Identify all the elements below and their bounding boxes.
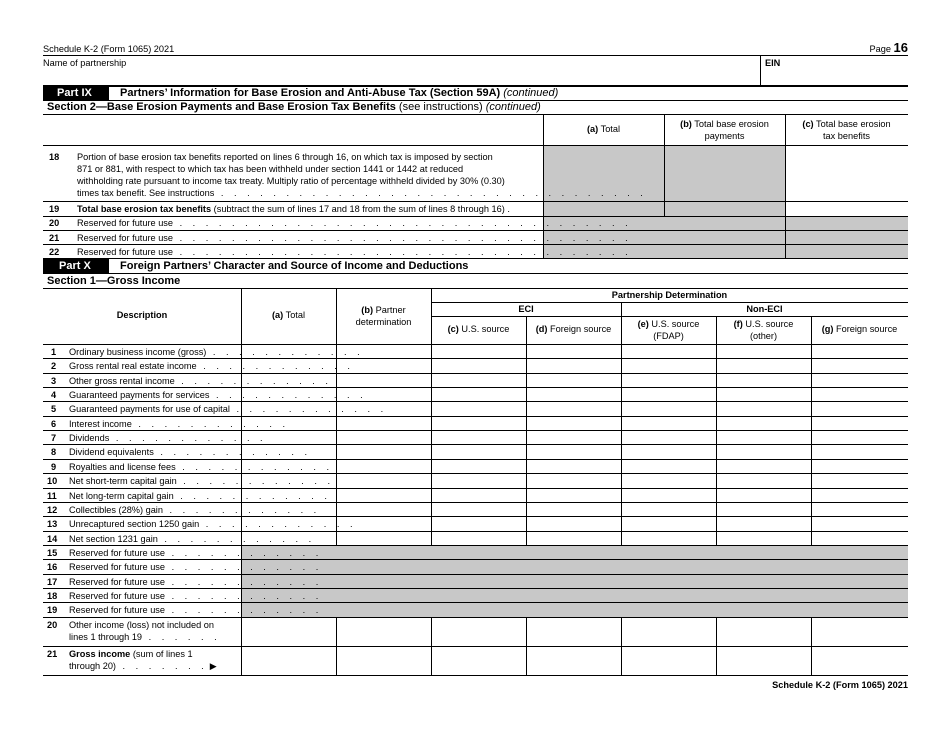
ein-label: EIN — [765, 58, 781, 68]
row-21-bold: Gross income — [69, 649, 131, 659]
row-label: Gross rental real estate income . . . . . . . . . . . . — [69, 361, 354, 372]
row-num: 13 — [47, 519, 58, 530]
col-f-other-header — [716, 318, 811, 342]
row-12-col-b-input[interactable] — [339, 504, 429, 515]
px-col-e-letter: (e) — [637, 319, 649, 329]
line-19-text: Total base erosion tax benefits (subtract the sum of lines 17 and 18 from the sum of lines 8 through 16) . — [77, 204, 510, 214]
row-2-col-g-input[interactable] — [814, 360, 906, 371]
row-label: Interest income . . . . . . . . . . . . — [69, 418, 290, 429]
col-a-letter: (a) — [586, 124, 599, 134]
part-ix-title-text: Partners’ Information for Base Erosion and Anti-Abuse Tax (Section 59A) — [120, 87, 501, 99]
partnership-determination-header: Partnership Determination — [611, 290, 728, 300]
part-ix-section-title — [47, 100, 541, 114]
px-col-e-line2: (FDAP) — [653, 331, 684, 341]
footer-form-id: Schedule K-2 (Form 1065) 2021 — [772, 680, 908, 690]
line-21-text: Reserved for future use . . . . . . . . . . . . . . . . . . . . . . . . . . . . . . . . . . . — [77, 233, 632, 243]
row-num: 19 — [47, 605, 58, 616]
line-21-num: 21 — [49, 233, 60, 243]
page-number: 16 — [893, 40, 908, 55]
row-12-col-e-input[interactable] — [624, 504, 714, 515]
row-14-col-c-input[interactable] — [434, 533, 524, 544]
row-7-col-d-input[interactable] — [529, 432, 619, 443]
section-1-title: Section 1—Gross Income — [47, 275, 181, 287]
px-col-c-text: U.S. source — [461, 324, 510, 334]
row-num: 14 — [47, 533, 58, 544]
row-num: 7 — [51, 433, 57, 444]
px-col-f-letter: (f) — [733, 319, 743, 329]
row-3-col-g-input[interactable] — [814, 375, 906, 386]
row-20-col-e-input[interactable] — [624, 620, 714, 644]
row-9-col-c-input[interactable] — [434, 461, 524, 472]
row-num: 9 — [51, 461, 57, 472]
line-18-text-4-label: times tax benefit. See instructions — [77, 188, 215, 198]
row-13-col-c-input[interactable] — [434, 518, 524, 529]
row-label: Other gross rental income . . . . . . . . . . . . — [69, 375, 332, 386]
row-num: 2 — [51, 361, 57, 372]
row-21-num: 21 — [47, 649, 58, 659]
row-21-col-b-input[interactable] — [339, 649, 429, 673]
row-label-text: Dividends — [69, 433, 110, 444]
px-col-b-letter: (b) — [361, 305, 374, 315]
col-b-line1: Total base erosion — [694, 119, 769, 129]
row-8-col-e-input[interactable] — [624, 446, 714, 457]
row-8-col-f-input[interactable] — [719, 446, 809, 457]
row-5-col-g-input[interactable] — [814, 403, 906, 414]
row-label: Ordinary business income (gross) . . . . . . . . . . . . — [69, 347, 364, 357]
row-7-col-f-input[interactable] — [719, 432, 809, 443]
row-20-col-g-input[interactable] — [814, 620, 906, 644]
row-num: 15 — [47, 547, 58, 558]
col-b-partner-header — [336, 304, 431, 328]
col-g-foreign-header — [811, 323, 908, 335]
px-col-g-letter: (g) — [821, 324, 834, 334]
row-11-col-g-input[interactable] — [814, 490, 906, 501]
row-label-text: Reserved for future use — [69, 547, 166, 558]
row-num: 18 — [47, 590, 58, 601]
row-label: Reserved for future use . . . . . . . . . . . . — [69, 605, 323, 616]
row-label-text: Ordinary business income (gross) — [69, 347, 207, 357]
row-14-col-f-input[interactable] — [719, 533, 809, 544]
row-3-col-f-input[interactable] — [719, 375, 809, 386]
row-label: Net short-term capital gain . . . . . . . . . . . . — [69, 476, 335, 487]
row-2-col-c-input[interactable] — [434, 360, 524, 371]
row-13-col-f-input[interactable] — [719, 518, 809, 529]
row-5-col-f-input[interactable] — [719, 403, 809, 414]
partnership-name-input[interactable] — [45, 68, 755, 83]
row-13-col-d-input[interactable] — [529, 518, 619, 529]
row-10-col-f-input[interactable] — [719, 475, 809, 486]
row-11-col-f-input[interactable] — [719, 490, 809, 501]
row-20-col-d-input[interactable] — [529, 620, 619, 644]
row-8-col-g-input[interactable] — [814, 446, 906, 457]
row-6-col-c-input[interactable] — [434, 418, 524, 429]
row-20-col-c-input[interactable] — [434, 620, 524, 644]
px-col-f-line2: (other) — [749, 331, 778, 341]
row-label: Reserved for future use . . . . . . . . . . . . — [69, 547, 323, 558]
line-20-num: 20 — [49, 218, 60, 228]
row-label-text: Net short-term capital gain — [69, 476, 177, 487]
name-of-partnership-label: Name of partnership — [43, 58, 127, 68]
row-label-text: Unrecaptured section 1250 gain — [69, 519, 200, 530]
row-7-col-e-input[interactable] — [624, 432, 714, 443]
description-header: Description — [116, 310, 168, 320]
row-num: 11 — [47, 490, 57, 501]
px-col-c-letter: (c) — [447, 324, 459, 334]
row-7-col-g-input[interactable] — [814, 432, 906, 443]
row-num: 17 — [47, 576, 58, 587]
row-num: 8 — [51, 447, 57, 458]
row-5-col-d-input[interactable] — [529, 403, 619, 414]
row-6-col-f-input[interactable] — [719, 418, 809, 429]
row-4-col-g-input[interactable] — [814, 389, 906, 400]
row-14-col-e-input[interactable] — [624, 533, 714, 544]
section-2-note: (see instructions) — [398, 101, 483, 113]
col-c-header — [785, 118, 908, 142]
row-9-col-f-input[interactable] — [719, 461, 809, 472]
line-18-text-2: 871 or 881, with respect to which tax has been withheld under section 1441 or 1442 at reduced — [77, 164, 464, 174]
section-2-continued: (continued) — [485, 101, 541, 113]
col-c-line1: Total base erosion — [816, 119, 891, 129]
row-label-text: Reserved for future use — [69, 576, 166, 587]
page-number-area — [870, 40, 909, 55]
line-21-label: Reserved for future use — [77, 233, 174, 243]
row-10-col-e-input[interactable] — [624, 475, 714, 486]
row-num: 5 — [51, 404, 57, 415]
ein-input[interactable] — [765, 68, 905, 83]
row-8-col-c-input[interactable] — [434, 446, 524, 457]
line-19-bold: Total base erosion tax benefits — [77, 204, 212, 214]
row-21-col-e-input[interactable] — [624, 649, 714, 673]
row-label: Collectibles (28%) gain . . . . . . . . . . . . — [69, 504, 321, 515]
row-label-text: Interest income — [69, 418, 132, 429]
row-label-text: Net long-term capital gain — [69, 490, 174, 501]
row-12-col-d-input[interactable] — [529, 504, 619, 515]
row-3-col-e-input[interactable] — [624, 375, 714, 386]
row-1-col-c-input[interactable] — [434, 346, 524, 357]
row-8-col-b-input[interactable] — [339, 446, 429, 457]
col-c-letter: (c) — [802, 119, 814, 129]
row-11-col-d-input[interactable] — [529, 490, 619, 501]
row-1-col-g-input[interactable] — [814, 346, 906, 357]
row-4-col-e-input[interactable] — [624, 389, 714, 400]
part-ix-label: Part IX — [43, 86, 109, 100]
row-num: 3 — [51, 375, 57, 386]
row-4-col-d-input[interactable] — [529, 389, 619, 400]
row-num: 10 — [47, 476, 58, 487]
row-9-col-b-input[interactable] — [339, 461, 429, 472]
px-col-g-text: Foreign source — [836, 324, 898, 334]
row-label-text: Guaranteed payments for services — [69, 390, 210, 401]
col-a-header — [241, 309, 336, 321]
row-6-col-e-input[interactable] — [624, 418, 714, 429]
row-21-col-a-input[interactable] — [244, 649, 334, 673]
part-x-label: Part X — [43, 259, 109, 273]
page-label: Page — [869, 44, 891, 54]
row-label: Royalties and license fees . . . . . . . . . . . . — [69, 461, 334, 472]
row-6-col-b-input[interactable] — [339, 418, 429, 429]
row-9-col-e-input[interactable] — [624, 461, 714, 472]
line-19-rest: (subtract the sum of lines 17 and 18 from the sum of lines 8 through 16) — [213, 204, 505, 214]
row-7-col-c-input[interactable] — [434, 432, 524, 443]
row-21-col-d-input[interactable] — [529, 649, 619, 673]
line-22-num: 22 — [49, 247, 60, 257]
col-a-total-header — [543, 123, 664, 135]
part-ix-continued: (continued) — [503, 87, 559, 99]
line-18-text-3: withholding rate pursuant to income tax treaty. Multiply ratio of percentage withheld divided by 30% (0.30) — [77, 176, 505, 186]
line-18-num: 18 — [49, 152, 60, 162]
row-10-col-g-input[interactable] — [814, 475, 906, 486]
row-3-col-d-input[interactable] — [529, 375, 619, 386]
row-21-line2-label: through 20) — [69, 661, 116, 671]
row-2-col-d-input[interactable] — [529, 360, 619, 371]
col-b-line2: payments — [704, 131, 745, 141]
row-21-line2: through 20) . . . . . . . ▶ — [69, 661, 217, 671]
row-3-col-b-input[interactable] — [339, 375, 429, 386]
line-20-label: Reserved for future use — [77, 218, 174, 228]
row-4-col-f-input[interactable] — [719, 389, 809, 400]
row-2-col-e-input[interactable] — [624, 360, 714, 371]
section-2-title: Section 2—Base Erosion Payments and Base Erosion Tax Benefits — [47, 101, 396, 113]
line-19-c-input[interactable] — [790, 202, 902, 215]
row-label-text: Collectibles (28%) gain — [69, 504, 163, 515]
row-6-col-d-input[interactable] — [529, 418, 619, 429]
form-id: Schedule K-2 (Form 1065) 2021 — [43, 44, 175, 54]
line-22-label: Reserved for future use — [77, 247, 174, 257]
row-20-col-b-input[interactable] — [339, 620, 429, 644]
row-label: Dividend equivalents . . . . . . . . . . . . — [69, 447, 312, 458]
row-20-line2-label: lines 1 through 19 — [69, 632, 143, 642]
row-12-col-f-input[interactable] — [719, 504, 809, 515]
row-20-col-f-input[interactable] — [719, 620, 809, 644]
line-22-text: Reserved for future use . . . . . . . . . . . . . . . . . . . . . . . . . . . . . . . . . . . — [77, 247, 632, 257]
row-12-col-c-input[interactable] — [434, 504, 524, 515]
col-d-foreign-source-header — [526, 323, 621, 335]
row-11-col-b-input[interactable] — [339, 490, 429, 501]
row-num: 16 — [47, 562, 58, 573]
row-5-col-c-input[interactable] — [434, 403, 524, 414]
non-eci-header: Non-ECI — [746, 304, 783, 314]
row-14-col-b-input[interactable] — [339, 533, 429, 544]
row-7-col-b-input[interactable] — [339, 432, 429, 443]
col-c-line2: tax benefits — [823, 131, 870, 141]
px-col-b-line1: Partner — [375, 305, 406, 315]
col-c-us-source-header — [431, 323, 526, 335]
row-10-col-d-input[interactable] — [529, 475, 619, 486]
col-b-header — [664, 118, 785, 142]
px-col-a-text: Total — [285, 310, 306, 320]
row-label: Reserved for future use . . . . . . . . . . . . — [69, 590, 323, 601]
row-2-col-f-input[interactable] — [719, 360, 809, 371]
row-13-col-e-input[interactable] — [624, 518, 714, 529]
row-3-col-c-input[interactable] — [434, 375, 524, 386]
row-21-col-f-input[interactable] — [719, 649, 809, 673]
row-label-text: Guaranteed payments for use of capital — [69, 404, 230, 415]
row-4-col-c-input[interactable] — [434, 389, 524, 400]
row-label: Guaranteed payments for use of capital . . . . . . . . . . . . — [69, 404, 388, 415]
row-21-line1 — [69, 648, 193, 660]
col-a-text: Total — [600, 124, 621, 134]
row-20-num: 20 — [47, 620, 58, 630]
row-21-rest: (sum of lines 1 — [132, 649, 193, 659]
row-label: Unrecaptured section 1250 gain . . . . . . . . . . . . — [69, 519, 357, 530]
row-9-col-g-input[interactable] — [814, 461, 906, 472]
row-20-col-a-input[interactable] — [244, 620, 334, 644]
row-1-col-d-input[interactable] — [529, 346, 619, 357]
row-label-text: Net section 1231 gain — [69, 533, 158, 544]
row-21-col-c-input[interactable] — [434, 649, 524, 673]
row-num: 4 — [51, 390, 57, 401]
row-11-col-c-input[interactable] — [434, 490, 524, 501]
row-label: Guaranteed payments for services . . . . . . . . . . . . — [69, 390, 367, 401]
px-col-d-text: Foreign source — [550, 324, 612, 334]
row-12-col-g-input[interactable] — [814, 504, 906, 515]
row-8-col-d-input[interactable] — [529, 446, 619, 457]
row-20-line1: Other income (loss) not included on — [69, 620, 215, 630]
row-label-text: Dividend equivalents — [69, 447, 154, 458]
row-label: Reserved for future use . . . . . . . . . . . . — [69, 576, 323, 587]
row-21-col-g-input[interactable] — [814, 649, 906, 673]
row-14-col-d-input[interactable] — [529, 533, 619, 544]
px-col-a-letter: (a) — [271, 310, 284, 320]
col-b-letter: (b) — [680, 119, 692, 129]
row-10-col-b-input[interactable] — [339, 475, 429, 486]
row-1-col-e-input[interactable] — [624, 346, 714, 357]
row-label-text: Other gross rental income — [69, 375, 175, 386]
row-label: Net long-term capital gain . . . . . . . . . . . . — [69, 490, 331, 501]
row-num: 12 — [47, 504, 58, 515]
row-11-col-e-input[interactable] — [624, 490, 714, 501]
row-num: 6 — [51, 418, 57, 429]
row-9-col-d-input[interactable] — [529, 461, 619, 472]
row-label-text: Gross rental real estate income — [69, 361, 197, 372]
row-10-col-c-input[interactable] — [434, 475, 524, 486]
line-18-text-4: times tax benefit. See instructions . . . . . . . . . . . . . . . . . . . . . . . . . . . . . . . . . — [77, 188, 647, 198]
row-num: 1 — [51, 347, 57, 357]
line-20-text: Reserved for future use . . . . . . . . . . . . . . . . . . . . . . . . . . . . . . . . . . . — [77, 218, 632, 228]
row-label-text: Reserved for future use — [69, 562, 166, 573]
row-13-col-g-input[interactable] — [814, 518, 906, 529]
part-ix-title — [120, 86, 558, 100]
row-14-col-g-input[interactable] — [814, 533, 906, 544]
row-label-text: Reserved for future use — [69, 605, 166, 616]
row-label-text: Reserved for future use — [69, 590, 166, 601]
row-label: Net section 1231 gain . . . . . . . . . . . . — [69, 533, 316, 544]
row-5-col-e-input[interactable] — [624, 403, 714, 414]
line-18-text-1: Portion of base erosion tax benefits reported on lines 6 through 16, on which tax is imposed by section — [77, 152, 493, 162]
row-label-text: Royalties and license fees — [69, 461, 176, 472]
px-col-e-line1: U.S. source — [651, 319, 700, 329]
line-19-num: 19 — [49, 204, 60, 214]
part-x-title: Foreign Partners’ Character and Source of Income and Deductions — [120, 260, 469, 272]
row-6-col-g-input[interactable] — [814, 418, 906, 429]
arrow-right-icon: ▶ — [209, 661, 217, 671]
px-col-b-line2: determination — [355, 317, 412, 327]
line-18-c-input[interactable] — [790, 185, 902, 199]
eci-header: ECI — [518, 304, 534, 314]
row-label: Dividends . . . . . . . . . . . . — [69, 433, 267, 444]
px-col-d-letter: (d) — [535, 324, 548, 334]
col-e-fdap-header — [621, 318, 716, 342]
row-label: Reserved for future use . . . . . . . . . . . . — [69, 562, 323, 573]
row-1-col-f-input[interactable] — [719, 346, 809, 357]
px-col-f-line1: U.S. source — [745, 319, 794, 329]
row-20-line2: lines 1 through 19 . . . . . . — [69, 632, 221, 642]
